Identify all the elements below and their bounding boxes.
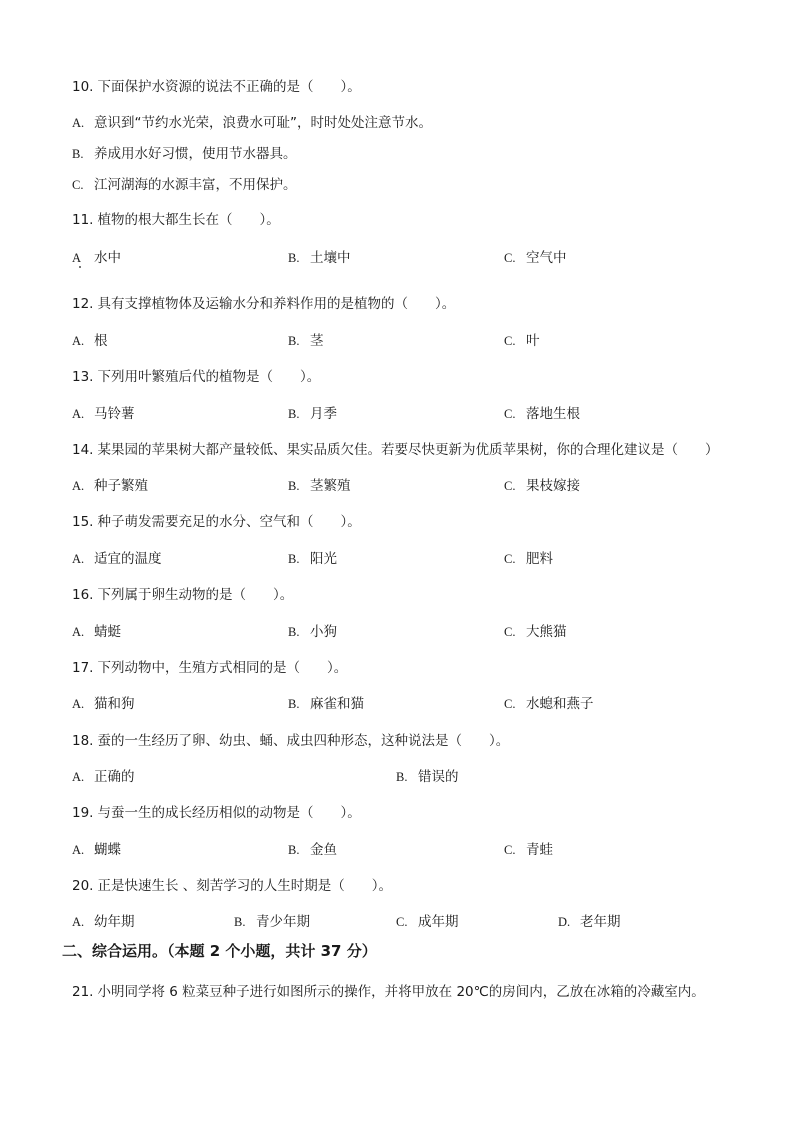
q13-option-c: C. 落地生根 [504,406,580,422]
question-11: 11. 植物的根大都生长在（ ）。 [72,212,280,228]
q18-option-b: B. 错误的 [396,769,459,785]
q14-option-c: C. 果枝嫁接 [504,478,580,494]
q13-option-b: B. 月季 [288,406,337,422]
q12-option-c: C. 叶 [504,333,540,349]
q17-option-b: B. 麻雀和猫 [288,696,364,712]
question-16: 16. 下列属于卵生动物的是（ ）。 [72,587,294,603]
q16-option-c: C. 大熊猫 [504,624,567,640]
stray-dot [79,266,81,268]
q11-option-c: C. 空气中 [504,250,567,266]
q11-option-b: B. 土壤中 [288,250,351,266]
question-10: 10. 下面保护水资源的说法不正确的是（ ）。 [72,79,361,95]
q16-option-a: A. 蜻蜓 [72,624,121,640]
q20-option-c: C. 成年期 [396,914,459,930]
question-12: 12. 具有支撑植物体及运输水分和养料作用的是植物的（ ）。 [72,296,456,312]
q13-option-a: A. 马铃薯 [72,406,135,422]
q20-option-d: D. 老年期 [558,914,621,930]
question-21: 21. 小明同学将 6 粒菜豆种子进行如图所示的操作，并将甲放在 20℃的房间内，乙放在冰箱的冷藏室内。 [72,984,705,1000]
question-13: 13. 下列用叶繁殖后代的植物是（ ）。 [72,369,321,385]
q19-option-a: A. 蝴蝶 [72,842,121,858]
question-17: 17. 下列动物中，生殖方式相同的是（ ）。 [72,660,348,676]
section-heading: 二、综合运用。（本题 2 个小题，共计 37 分） [62,942,377,960]
q15-option-b: B. 阳光 [288,551,337,567]
question-15: 15. 种子萌发需要充足的水分、空气和（ ）。 [72,514,361,530]
q18-option-a: A. 正确的 [72,769,135,785]
q10-option-a: A. 意识到“节约水光荣，浪费水可耻”，时时处处注意节水。 [72,115,432,131]
q15-option-c: C. 肥料 [504,551,553,567]
question-18: 18. 蚕的一生经历了卵、幼虫、蛹、成虫四种形态，这种说法是（ ）。 [72,733,510,749]
q14-option-a: A. 种子繁殖 [72,478,148,494]
q10-option-b: B. 养成用水好习惯，使用节水器具。 [72,146,297,162]
question-14: 14. 某果园的苹果树大都产量较低、果实品质欠佳。若要尽快更新为优质苹果树，你的合理化建议是（ ） [72,442,719,458]
q20-option-a: A. 幼年期 [72,914,135,930]
q20-option-b: B. 青少年期 [234,914,310,930]
q11-option-a: A 水中 [72,250,121,266]
question-20: 20. 正是快速生长 、刻苦学习的人生时期是（ ）。 [72,878,393,894]
q17-option-a: A. 猫和狗 [72,696,135,712]
q12-option-b: B. 茎 [288,333,324,349]
q15-option-a: A. 适宜的温度 [72,551,162,567]
q12-option-a: A. 根 [72,333,108,349]
q10-option-c: C. 江河湖海的水源丰富，不用保护。 [72,177,297,193]
q14-option-b: B. 茎繁殖 [288,478,351,494]
question-19: 19. 与蚕一生的成长经历相似的动物是（ ）。 [72,805,361,821]
q17-option-c: C. 水螅和燕子 [504,696,594,712]
q19-option-b: B. 金鱼 [288,842,337,858]
q19-option-c: C. 青蛙 [504,842,553,858]
q16-option-b: B. 小狗 [288,624,337,640]
